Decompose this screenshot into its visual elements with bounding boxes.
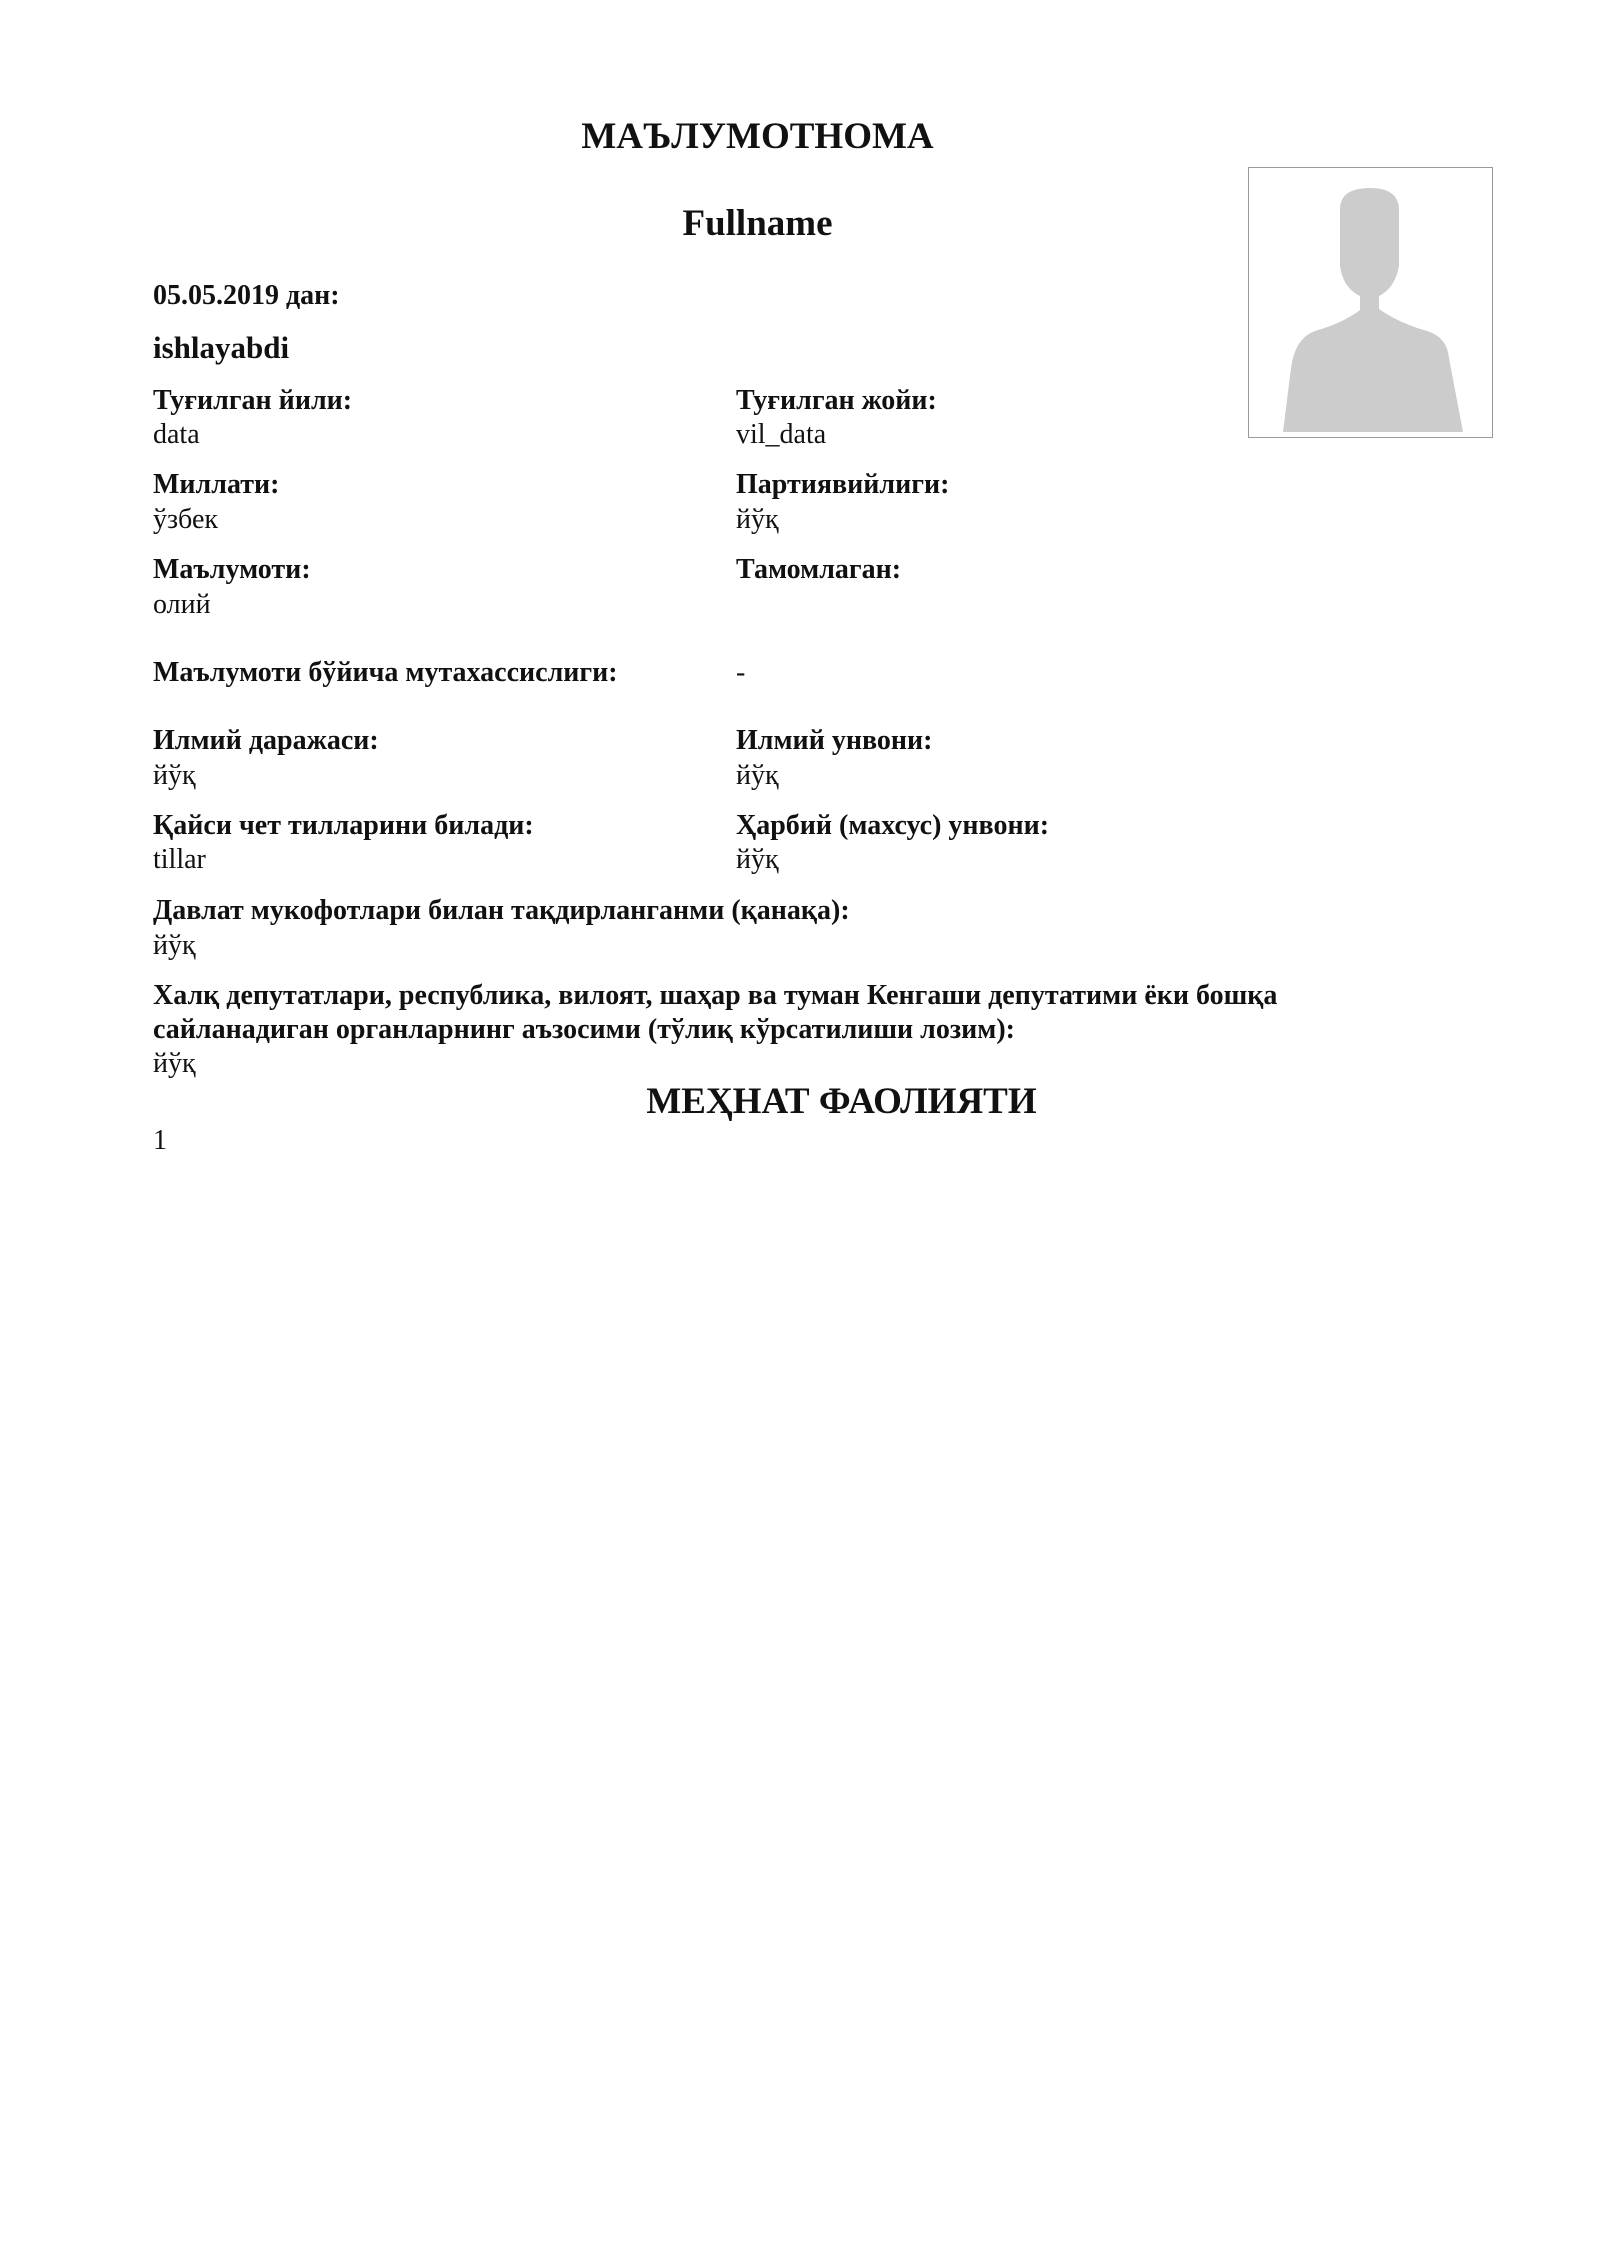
full-name: Fullname	[682, 203, 833, 244]
specialty-value: -	[736, 657, 746, 688]
academic-title-label: Илмий унвони:	[736, 725, 933, 756]
deputy-label-line2: сайланадиган органларнинг аъзосими (тўлиқ кўрсатилиши лозим):	[153, 1014, 1015, 1045]
nationality-label: Миллати:	[153, 469, 280, 500]
specialty-label: Маълумоти бўйича мутахассислиги:	[153, 657, 618, 688]
languages-value: tillar	[153, 844, 206, 875]
languages-label: Қайси чет тилларини билади:	[153, 810, 534, 841]
photo-placeholder	[1248, 167, 1493, 438]
nationality-value: ўзбек	[153, 504, 218, 535]
academic-degree-value: йўқ	[153, 760, 196, 791]
birth-place-value: vil_data	[736, 419, 827, 450]
party-value: йўқ	[736, 504, 779, 535]
deputy-label-line1: Халқ депутатлари, республика, вилоят, шаҳар ва туман Кенгаши депутатими ёки бошқа	[153, 980, 1278, 1011]
graduated-label: Тамомлаган:	[736, 554, 902, 585]
position-line: ishlayabdi	[153, 330, 290, 365]
deputy-value: йўқ	[153, 1048, 196, 1079]
academic-degree-label: Илмий даражаси:	[153, 725, 379, 756]
academic-title-value: йўқ	[736, 760, 779, 791]
date-line: 05.05.2019 дан:	[153, 280, 340, 311]
education-value: олий	[153, 589, 211, 620]
work-section-title: МЕҲНАТ ФАОЛИЯТИ	[646, 1081, 1037, 1122]
birth-place-label: Туғилган жойи:	[736, 385, 937, 416]
military-rank-label: Ҳарбий (махсус) унвони:	[736, 810, 1050, 841]
education-label: Маълумоти:	[153, 554, 311, 585]
document-title: МАЪЛУМОТНОМА	[581, 116, 934, 157]
work-entry: 1	[153, 1125, 167, 1156]
state-awards-label: Давлат мукофотлари билан тақдирланганми (қанақа):	[153, 895, 850, 926]
state-awards-value: йўқ	[153, 930, 196, 961]
person-silhouette-icon	[1249, 168, 1492, 437]
birth-year-value: data	[153, 419, 200, 450]
military-rank-value: йўқ	[736, 844, 779, 875]
birth-year-label: Туғилган йили:	[153, 385, 353, 416]
party-label: Партиявийлиги:	[736, 469, 950, 500]
